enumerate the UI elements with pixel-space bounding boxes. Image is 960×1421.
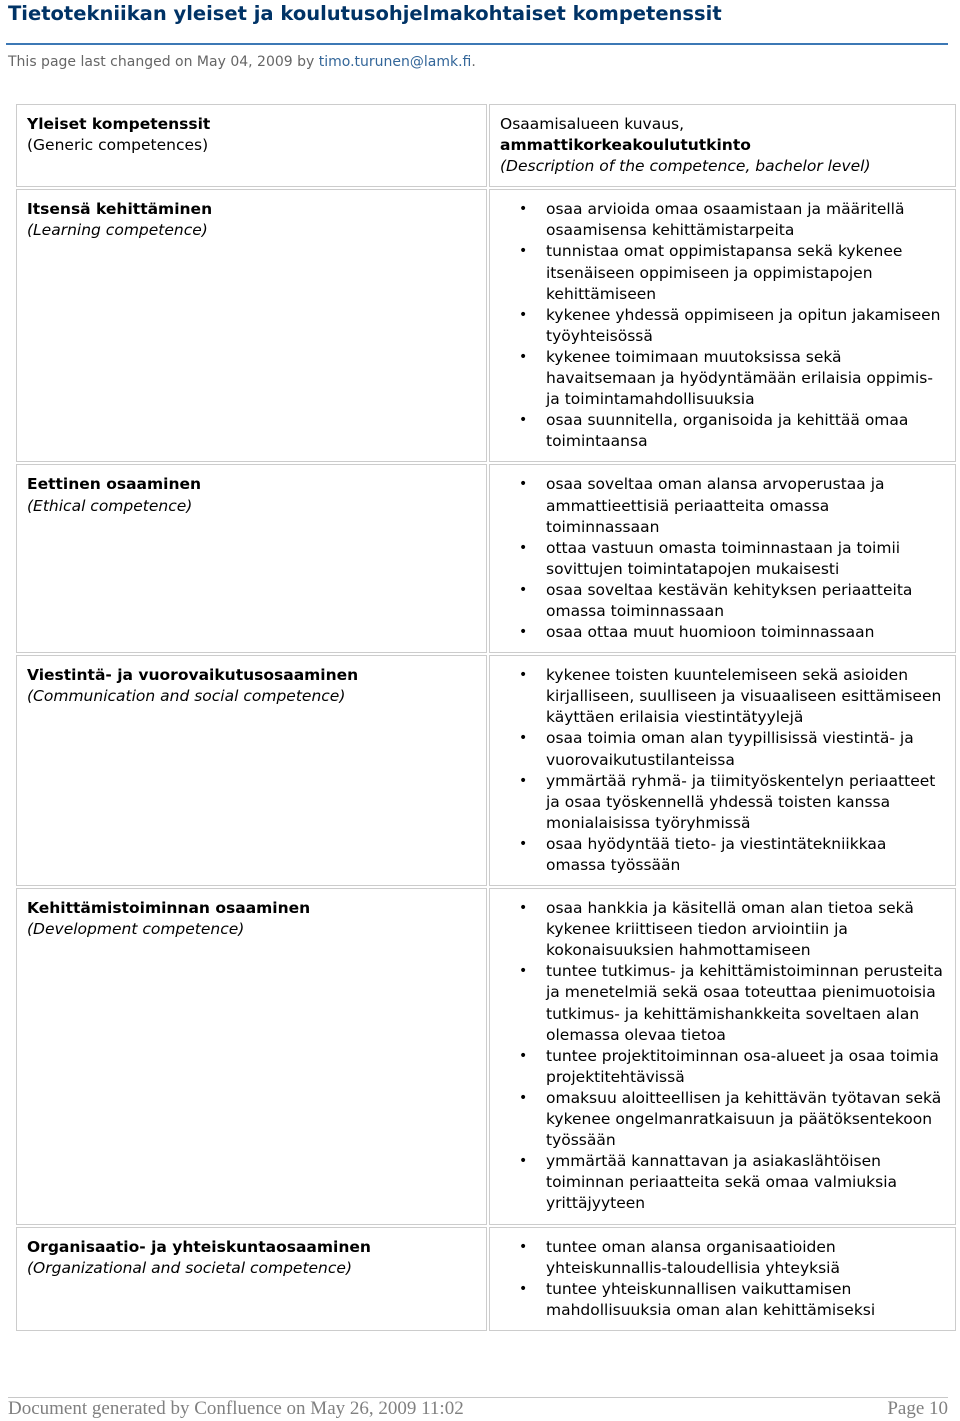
last-changed-line: [8, 54, 476, 70]
header-left-cell: [16, 104, 487, 187]
header-left-subtitle: (Generic competences): [27, 136, 209, 155]
header-right-line1: Osaamisalueen kuvaus,: [500, 115, 685, 133]
competence-title: Eettinen osaaminen: [27, 475, 202, 494]
table-row: [16, 1227, 956, 1331]
list-item: • kykenee toimimaan muutoksissa sekä havaitsemaan ja hyödyntämään erilaisia oppimis- ja toimintamahdollisuuksia: [546, 347, 947, 410]
competence-bullet-list: [500, 665, 947, 876]
competence-title: Viestintä- ja vuorovaikutusosaaminen: [27, 666, 359, 685]
list-item: • ottaa vastuun omasta toiminnastaan ja toimii sovittujen toimintatapojen mukaisesti: [546, 538, 947, 580]
competence-description-cell: [489, 888, 956, 1224]
competence-subtitle: (Development competence): [27, 920, 245, 939]
list-item: • tunnistaa omat oppimistapansa sekä kykenee itsenäiseen oppimiseen ja oppimistapojen kehittämiseen: [546, 241, 947, 304]
competence-subtitle: (Communication and social competence): [27, 687, 346, 706]
list-item: • tuntee projektitoiminnan osa-alueet ja osaa toimia projektitehtävissä: [546, 1046, 947, 1088]
last-changed-prefix: This page last changed on May 04, 2009 by: [8, 54, 319, 70]
list-item: • ymmärtää ryhmä- ja tiimityöskentelyn periaatteet ja osaa työskennellä yhdessä toisten kanssa monialaisissa työryhmissä: [546, 771, 947, 834]
competence-subtitle: (Organizational and societal competence): [27, 1258, 352, 1277]
table-row: [16, 655, 956, 886]
competence-name-cell: [16, 655, 487, 886]
page-title: Tietotekniikan yleiset ja koulutusohjelmakohtaiset kompetenssit: [8, 2, 722, 25]
list-item: • osaa suunnitella, organisoida ja kehittää omaa toimintaansa: [546, 410, 947, 452]
competence-bullet-list: [500, 898, 947, 1214]
competence-bullet-list: [500, 199, 947, 452]
competence-description-cell: [489, 655, 956, 886]
header-right-line2: ammattikorkeakoulututkinto: [500, 136, 751, 155]
list-item: • osaa hankkia ja käsitellä oman alan tietoa sekä kykenee kriittiseen tiedon arviointiin ja kokonaisuuksien hahmottamiseen: [546, 898, 947, 961]
competence-name-cell: [16, 464, 487, 653]
table-row: [16, 189, 956, 462]
competence-name-cell: [16, 189, 487, 462]
list-item: • tuntee tutkimus- ja kehittämistoiminnan perusteita ja menetelmiä sekä osaa toteuttaa pienimuotoisia tutkimus- ja kehittämishankkeita soveltaen alan olemassa olevaa tietoa: [546, 961, 947, 1045]
list-item: • osaa toimia oman alan tyypillisissä viestintä- ja vuorovaikutustilanteissa: [546, 728, 947, 770]
competence-name-cell: [16, 1227, 487, 1331]
competence-subtitle: (Ethical competence): [27, 496, 193, 515]
header-right-cell: [489, 104, 956, 187]
list-item: • osaa arvioida omaa osaamistaan ja määritellä osaamisensa kehittämistarpeita: [546, 199, 947, 241]
competence-bullet-list: [500, 474, 947, 643]
list-item: • osaa hyödyntää tieto- ja viestintätekniikkaa omassa työssään: [546, 834, 947, 876]
list-item: • kykenee yhdessä oppimiseen ja opitun jakamiseen työyhteisössä: [546, 305, 947, 347]
competence-title: Organisaatio- ja yhteiskuntaosaaminen: [27, 1237, 371, 1256]
competence-name-cell: [16, 888, 487, 1224]
footer-page-number: Page 10: [887, 1398, 948, 1419]
title-divider: [6, 43, 948, 45]
competence-description-cell: [489, 189, 956, 462]
header-right-subtitle: (Description of the competence, bachelor level): [500, 157, 871, 176]
list-item: • kykenee toisten kuuntelemiseen sekä asioiden kirjalliseen, suulliseen ja visuaaliseen esittämiseen käyttäen erilaisia viestintätyylejä: [546, 665, 947, 728]
competence-description-cell: [489, 464, 956, 653]
competence-table: [14, 102, 958, 1333]
table-row: [16, 464, 956, 653]
footer-generated-text: Document generated by Confluence on May 26, 2009 11:02: [8, 1398, 464, 1419]
competence-description-cell: [489, 1227, 956, 1331]
list-item: • osaa ottaa muut huomioon toiminnassaan: [546, 622, 947, 643]
table-row: [16, 888, 956, 1224]
competence-title: Kehittämistoiminnan osaaminen: [27, 899, 311, 918]
table-header-row: [16, 104, 956, 187]
list-item: • osaa soveltaa kestävän kehityksen periaatteita omassa toiminnassaan: [546, 580, 947, 622]
competence-subtitle: (Learning competence): [27, 221, 208, 240]
competence-bullet-list: [500, 1237, 947, 1321]
competence-title: Itsensä kehittäminen: [27, 200, 213, 219]
page-footer: [8, 1397, 948, 1419]
author-link[interactable]: timo.turunen@lamk.fi: [318, 54, 472, 70]
list-item: • tuntee oman alansa organisaatioiden yhteiskunnallis-taloudellisia yhteyksiä: [546, 1237, 947, 1279]
list-item: • tuntee yhteiskunnallisen vaikuttamisen mahdollisuuksia oman alan kehittämiseksi: [546, 1279, 947, 1321]
list-item: • omaksuu aloitteellisen ja kehittävän työtavan sekä kykenee ongelmanratkaisuun ja päätöksentekoon työssään: [546, 1088, 947, 1151]
header-left-title: Yleiset kompetenssit: [27, 115, 211, 133]
list-item: • ymmärtää kannattavan ja asiakaslähtöisen toiminnan periaatteita sekä omaa valmiuksia yrittäjyyteen: [546, 1151, 947, 1214]
list-item: • osaa soveltaa oman alansa arvoperustaa ja ammattieettisiä periaatteita omassa toiminnassaan: [546, 474, 947, 537]
last-changed-suffix: .: [471, 54, 476, 70]
